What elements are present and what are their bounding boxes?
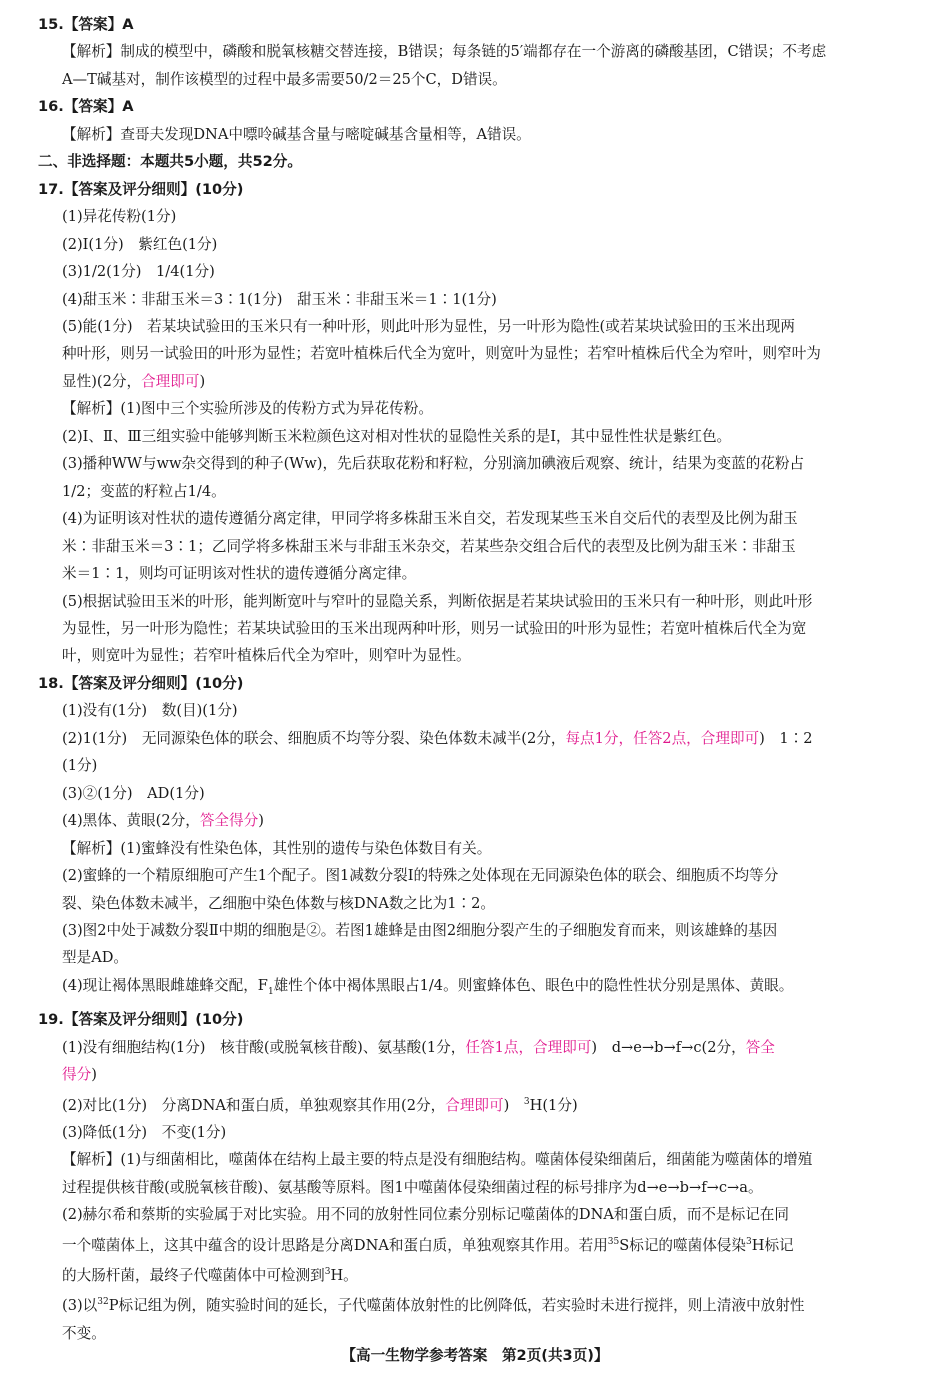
q18-answer-2-line2: (1分) (62, 757, 98, 775)
q19-explanation-2-line3: 的大肠杆菌，最终子代噬菌体中可检测到$^3$H。 (62, 1266, 358, 1284)
q15-explanation-line2: A—T碱基对，制作该模型的过程中最多需要50/2＝25个C，D错误。 (62, 70, 507, 88)
q15-explanation-line1: 【解析】制成的模型中，磷酸和脱氧核糖交替连接，B错误；每条链的5′端都存在一个游离的磷酸基团，C错误；不考虑 (62, 43, 827, 61)
q17-explanation-5-line1: (5)根据试验田玉米的叶形，能判断宽叶与窄叶的显隐关系，判断依据是若某块试验田的玉米只有一种叶形，则此叶形 (62, 592, 813, 610)
q17-answer-2: (2)Ⅰ(1分) 紫红色(1分) (62, 235, 218, 253)
q18-explanation-4: (4)现让褐体黑眼雌雄蜂交配，$F_1$雄性个体中褐体黑眼占1/4。则蜜蜂体色、眼色中的隐性性状分别是黑体、黄眼。 (62, 976, 794, 997)
q18-answer-3: (3)②(1分) AD(1分) (62, 784, 205, 802)
section-heading: 二、非选择题：本题共5小题，共52分。 (38, 153, 302, 171)
scoring-note: 答全得分 (199, 812, 259, 830)
q17-explanation-3-line1: (3)播种WW与ww杂交得到的种子(Ww)，先后获取花粉和籽粒，分别滴加碘液后观察、统计，结果为变蓝的花粉占 (62, 455, 805, 473)
scoring-note: 合理即可 (141, 372, 200, 390)
scoring-note: 每点1分，任答2点，合理即可 (565, 729, 760, 747)
q19-explanation-1-line2: 过程提供核苷酸(或脱氧核苷酸)、氨基酸等原料。图1中噬菌体侵染细菌过程的标号排序为d→e→b→f→c→a。 (62, 1178, 763, 1196)
q17-answer-4: (4)甜玉米∶非甜玉米＝3∶1(1分) 甜玉米∶非甜玉米＝1∶1(1分) (62, 290, 497, 308)
q19-explanation-1-line1: 【解析】(1)与细菌相比，噬菌体在结构上最主要的特点是没有细胞结构。噬菌体侵染细菌后，细菌能为噬菌体的增殖 (62, 1151, 813, 1169)
q17-answer-1: (1)异花传粉(1分) (62, 208, 177, 226)
q17-explanation-4-line2: 米∶非甜玉米＝3∶1；乙同学将多株甜玉米与非甜玉米杂交，若某些杂交组合后代的表型及比例为甜玉米∶非甜玉 (62, 537, 796, 555)
q16-answer: 16.【答案】A (38, 98, 134, 116)
q19-answer-1-line1: (1)没有细胞结构(1分) 核苷酸(或脱氧核苷酸)、氨基酸(1分，任答1点，合理即可) d→e→b→f→c(2分，答全 (62, 1038, 775, 1056)
q15-answer: 15.【答案】A (38, 16, 134, 33)
q17-explanation-5-line3: 叶，则宽叶为显性；若窄叶植株后代全为窄叶，则窄叶为显性。 (62, 647, 471, 665)
q19-heading: 19.【答案及评分细则】(10分) (38, 1011, 244, 1029)
q18-explanation-2-line1: (2)蜜蜂的一个精原细胞可产生1个配子。图1减数分裂Ⅰ的特殊之处体现在无同源染色体的联会、细胞质不均等分 (62, 867, 779, 885)
q17-explanation-4-line3: 米＝1∶1，则均可证明该对性状的遗传遵循分离定律。 (62, 565, 417, 583)
q19-explanation-3-line1: (3)以$^{32}$P标记组为例，随实验时间的延长，子代噬菌体放射性的比例降低，若实验时未进行搅拌，则上清液中放射性 (62, 1297, 805, 1315)
q17-explanation-3-line2: 1/2；变蓝的籽粒占1/4。 (62, 482, 226, 500)
scoring-note: 得分 (62, 1066, 92, 1084)
q17-answer-3: (3)1/2(1分) 1/4(1分) (62, 263, 215, 281)
q18-answer-2-line1: (2)1(1分) 无同源染色体的联会、细胞质不均等分裂、染色体数未减半(2分，每点1分，任答2点，合理即可) 1∶2 (62, 729, 813, 747)
q19-explanation-3-line2: 不变。 (62, 1324, 106, 1342)
q17-heading: 17.【答案及评分细则】(10分) (38, 180, 244, 198)
q18-explanation-1: 【解析】(1)蜜蜂没有性染色体，其性别的遗传与染色体数目有关。 (62, 839, 492, 857)
q18-answer-1: (1)没有(1分) 数(目)(1分) (62, 702, 238, 720)
q17-explanation-5-line2: 为显性，另一叶形为隐性；若某块试验田的玉米出现两种叶形，则另一试验田的叶形为显性；若宽叶植株后代全为宽 (62, 619, 807, 637)
scoring-note: 任答1点，合理即可 (465, 1038, 592, 1056)
q18-answer-4: (4)黑体、黄眼(2分，答全得分) (62, 812, 264, 830)
q17-explanation-2: (2)Ⅰ、Ⅱ、Ⅲ三组实验中能够判断玉米粒颜色这对相对性状的显隐性关系的是Ⅰ，其中显性性状是紫红色。 (62, 427, 732, 445)
q19-answer-3: (3)降低(1分) 不变(1分) (62, 1123, 227, 1141)
q19-explanation-2-line1: (2)赫尔希和蔡斯的实验属于对比实验。用不同的放射性同位素分别标记噬菌体的DNA和蛋白质，而不是标记在同 (62, 1206, 789, 1224)
q18-heading: 18.【答案及评分细则】(10分) (38, 674, 244, 692)
q17-answer-5-line3: 显性)(2分，合理即可) (62, 372, 206, 390)
q19-answer-2: (2)对比(1分) 分离DNA和蛋白质，单独观察其作用(2分，合理即可) $^3$H(1分) (62, 1096, 578, 1114)
q17-answer-5-line2: 种叶形，则另一试验田的叶形为显性；若宽叶植株后代全为宽叶，则宽叶为显性；若窄叶植株后代全为窄叶，则窄叶为 (62, 345, 821, 363)
q18-explanation-3-line1: (3)图2中处于减数分裂Ⅱ中期的细胞是②。若图1雄蜂是由图2细胞分裂产生的子细胞发育而来，则该雄蜂的基因 (62, 921, 778, 939)
q17-explanation-1: 【解析】(1)图中三个实验所涉及的传粉方式为异花传粉。 (62, 400, 433, 418)
q19-answer-1-line2: 得分) (62, 1066, 97, 1084)
page-footer: 【高一生物学参考答案 第2页(共3页)】 (341, 1347, 609, 1364)
q19-explanation-2-line2: 一个噬菌体上，这其中蕴含的设计思路是分离DNA和蛋白质，单独观察其作用。若用$^{35}$S标记的噬菌体侵染$^3$H标记 (62, 1236, 794, 1254)
q17-explanation-4-line1: (4)为证明该对性状的遗传遵循分离定律，甲同学将多株甜玉米自交，若发现某些玉米自交后代的表型及比例为甜玉 (62, 510, 798, 528)
q18-explanation-3-line2: 型是AD。 (62, 949, 129, 967)
q16-explanation: 【解析】查哥夫发现DNA中嘌呤碱基含量与嘧啶碱基含量相等，A错误。 (62, 125, 531, 143)
q18-explanation-2-line2: 裂、染色体数未减半，乙细胞中染色体数与核DNA数之比为1∶2。 (62, 894, 496, 912)
q17-answer-5-line1: (5)能(1分) 若某块试验田的玉米只有一种叶形，则此叶形为显性，另一叶形为隐性(或若某块试验田的玉米出现两 (62, 317, 795, 335)
scoring-note: 答全 (745, 1038, 775, 1056)
scoring-note: 合理即可 (445, 1096, 504, 1114)
